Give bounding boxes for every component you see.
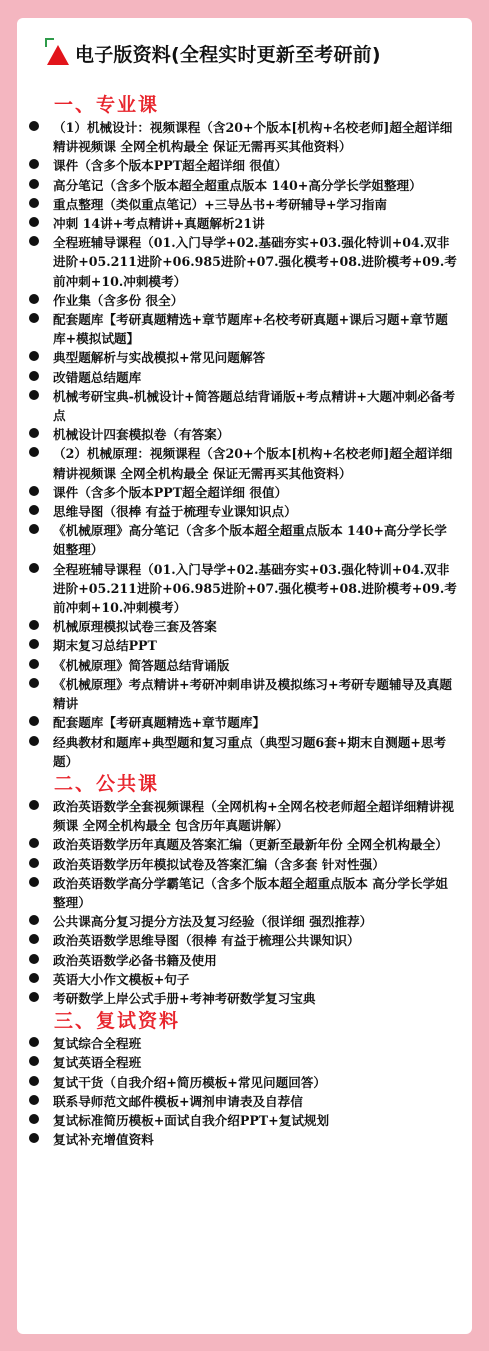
list-item	[28, 291, 458, 310]
bullet-dot-icon	[29, 838, 39, 848]
list-item	[28, 835, 458, 854]
list-item-text: 作业集（含多份 很全）	[53, 292, 184, 308]
list-item-text: 经典教材和题库+典型题和复习重点（典型习题6套+期末自测题+思考题）	[53, 734, 447, 769]
list-item-text: 课件（含多个版本PPT超全超详细 很值）	[53, 484, 288, 500]
list-item-text: 全程班辅导课程（01.入门导学+02.基础夯实+03.强化特训+04.双非进阶+05.211进阶+06.985进阶+07.强化模考+08.进阶模考+09.考前冲刺+10.冲刺模考）	[53, 561, 457, 616]
bullet-dot-icon	[29, 1133, 39, 1143]
bullet-dot-icon	[29, 198, 39, 208]
list-item	[28, 176, 458, 195]
list-item-text: 政治英语数学历年模拟试卷及答案汇编（含多套 针对性强）	[53, 856, 385, 872]
list-item-text: 政治英语数学历年真题及答案汇编（更新至最新年份 全网全机构最全）	[53, 837, 448, 853]
bullet-dot-icon	[29, 351, 39, 361]
sections-container	[28, 92, 458, 1149]
bullet-dot-icon	[29, 620, 39, 630]
bullet-dot-icon	[29, 390, 39, 400]
list-item-text: 公共课高分复习提分方法及复习经验（很详细 强烈推荐）	[53, 914, 373, 930]
section-heading: 二、公共课	[54, 772, 160, 795]
list-item	[28, 1053, 458, 1072]
list-item	[28, 912, 458, 931]
list-item	[28, 118, 458, 156]
list-item-text: 配套题库【考研真题精选+章节题库】	[53, 715, 266, 731]
list-item-text: 联系导师范文邮件模板+调剂申请表及自荐信	[53, 1093, 303, 1109]
bullet-dot-icon	[29, 973, 39, 983]
section-heading: 三、复试资料	[54, 1010, 181, 1033]
bullet-dot-icon	[29, 992, 39, 1002]
list-item-text: 英语大小作文模板+句子	[53, 971, 190, 987]
list-item	[28, 1130, 458, 1149]
list-item-text: 冲刺 14讲+考点精讲+真题解析21讲	[53, 216, 265, 232]
list-item-text: 《机械原理》简答题总结背诵版	[53, 657, 230, 673]
bullet-dot-icon	[29, 486, 39, 496]
list-item	[28, 368, 458, 387]
bullet-dot-icon	[29, 934, 39, 944]
list-item-text: 期末复习总结PPT	[53, 638, 157, 654]
list-item	[28, 214, 458, 233]
list-item-text: 典型题解析与实战模拟+常见问题解答	[53, 350, 266, 366]
bullet-dot-icon	[29, 428, 39, 438]
list-item-text: 高分笔记（含多个版本超全超重点版本 140+高分学长学姐整理）	[53, 177, 422, 193]
bullet-dot-icon	[29, 716, 39, 726]
list-item-text: 思维导图（很棒 有益于梳理专业课知识点）	[53, 504, 297, 520]
list-item-text: 《机械原理》考点精讲+考研冲刺串讲及模拟练习+考研专题辅导及真题精讲	[53, 676, 452, 712]
list-item-text: 机械设计四套模拟卷（有答案）	[53, 427, 230, 443]
list-item-text: 复试补充增值资料	[53, 1132, 154, 1148]
list-item	[28, 444, 458, 482]
list-item-text: （1）机械设计：视频课程（含20+个版本[机构+名校老师]超全超详细精讲视频课 全网全机构最全 保证无需再买其他资料）	[53, 120, 453, 155]
bullet-dot-icon	[29, 371, 39, 381]
list-item-text: 课件（含多个版本PPT超全超详细 很值）	[53, 158, 288, 174]
list-item-text: 考研数学上岸公式手册+考神考研数学复习宝典	[53, 990, 316, 1006]
list-item-text: 机械原理模拟试卷三套及答案	[53, 619, 217, 635]
bullet-dot-icon	[29, 217, 39, 227]
item-list	[28, 1034, 458, 1149]
bullet-dot-icon	[29, 639, 39, 649]
list-item	[28, 733, 458, 771]
bullet-dot-icon	[29, 1095, 39, 1105]
bullet-dot-icon	[29, 159, 39, 169]
list-item	[28, 310, 458, 348]
bullet-dot-icon	[29, 954, 39, 964]
list-item	[28, 425, 458, 444]
bullet-dot-icon	[29, 858, 39, 868]
list-item	[28, 233, 458, 291]
list-item	[28, 951, 458, 970]
item-list	[28, 118, 458, 771]
list-item	[28, 617, 458, 636]
resource-list-card	[17, 18, 472, 1334]
list-item-text: 配套题库【考研真题精选+章节题库+名校考研真题+课后习题+章节题库+模拟试题】	[53, 312, 448, 347]
bullet-dot-icon	[29, 1037, 39, 1047]
list-item	[28, 989, 458, 1008]
bullet-dot-icon	[29, 524, 39, 534]
list-item-text: 政治英语数学必备书籍及使用	[53, 952, 217, 968]
bullet-dot-icon	[29, 294, 39, 304]
bullet-dot-icon	[29, 179, 39, 189]
warning-triangle-icon	[47, 45, 69, 65]
item-list	[28, 797, 458, 1008]
bullet-dot-icon	[29, 313, 39, 323]
list-item	[28, 521, 458, 559]
list-item	[28, 348, 458, 367]
list-item	[28, 713, 458, 732]
bullet-dot-icon	[29, 659, 39, 669]
section-heading: 一、专业课	[54, 94, 160, 116]
list-item	[28, 970, 458, 989]
list-item	[28, 502, 458, 521]
list-item	[28, 483, 458, 502]
list-item-text: 政治英语数学思维导图（很棒 有益于梳理公共课知识）	[53, 933, 360, 949]
list-item	[28, 1111, 458, 1130]
list-item-text: 复试综合全程班	[53, 1036, 142, 1052]
list-item	[28, 387, 458, 425]
list-item	[28, 797, 458, 835]
list-item	[28, 1092, 458, 1111]
list-item	[28, 156, 458, 175]
list-item	[28, 1034, 458, 1053]
list-item	[28, 855, 458, 874]
list-item	[28, 656, 458, 675]
list-item	[28, 874, 458, 912]
page-title: 电子版资料(全程实时更新至考研前)	[75, 44, 381, 66]
bullet-dot-icon	[29, 678, 39, 688]
bullet-dot-icon	[29, 877, 39, 887]
list-item-text: （2）机械原理：视频课程（含20+个版本[机构+名校老师]超全超详细精讲视频课 全网全机构最全 保证无需再买其他资料）	[53, 446, 453, 481]
list-item-text: 改错题总结题库	[53, 369, 142, 385]
bullet-dot-icon	[29, 1076, 39, 1086]
list-item	[28, 560, 458, 618]
list-item	[28, 931, 458, 950]
list-item-text: 复试干货（自我介绍+简历模板+常见问题回答）	[53, 1074, 326, 1090]
bullet-dot-icon	[29, 236, 39, 246]
header	[47, 40, 381, 67]
list-item-text: 全程班辅导课程（01.入门导学+02.基础夯实+03.强化特训+04.双非进阶+05.211进阶+06.985进阶+07.强化模考+08.进阶模考+09.考前冲刺+10.冲刺模考）	[53, 235, 457, 289]
bullet-dot-icon	[29, 915, 39, 925]
list-item-text: 复试标准简历模板+面试自我介绍PPT+复试规划	[53, 1112, 330, 1128]
bullet-dot-icon	[29, 800, 39, 810]
list-item-text: 政治英语数学高分学霸笔记（含多个版本超全超重点版本 高分学长学姐整理）	[53, 875, 448, 910]
list-item-text: 机械考研宝典-机械设计+简答题总结背诵版+考点精讲+大题冲刺必备考点	[53, 388, 456, 424]
list-item	[28, 1073, 458, 1092]
bullet-dot-icon	[29, 447, 39, 457]
bullet-dot-icon	[29, 736, 39, 746]
list-item	[28, 195, 458, 214]
bullet-dot-icon	[29, 121, 39, 131]
list-item-text: 复试英语全程班	[53, 1055, 142, 1071]
bullet-dot-icon	[29, 505, 39, 515]
bullet-dot-icon	[29, 1114, 39, 1124]
bullet-dot-icon	[29, 1056, 39, 1066]
list-item-text: 重点整理（类似重点笔记）+三导丛书+考研辅导+学习指南	[53, 196, 387, 212]
list-item-text: 政治英语数学全套视频课程（全网机构+全网名校老师超全超详细精讲视频课 全网全机构最全 包含历年真题讲解）	[53, 798, 454, 834]
list-item	[28, 636, 458, 655]
list-item	[28, 675, 458, 713]
bullet-dot-icon	[29, 563, 39, 573]
list-item-text: 《机械原理》高分笔记（含多个版本超全超重点版本 140+高分学长学姐整理）	[53, 523, 447, 558]
